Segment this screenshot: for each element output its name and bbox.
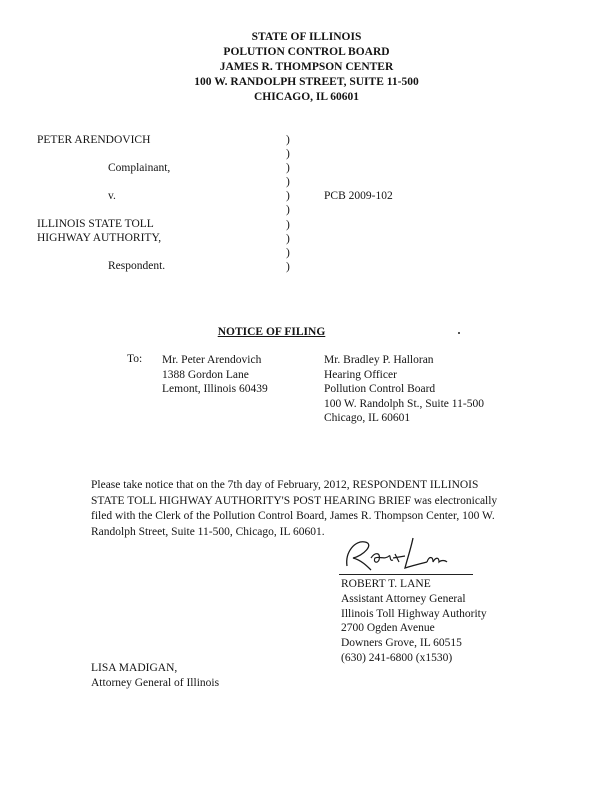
signer-street: 2700 Ogden Avenue	[341, 622, 435, 635]
recipient2-org: Pollution Control Board	[324, 383, 436, 395]
signer-name: ROBERT T. LANE	[341, 578, 431, 590]
body-line: filed with the Clerk of the Pollution Control Board, James R. Thompson Center, 100 W.	[91, 510, 495, 522]
recipient1-city: Lemont, Illinois 60439	[162, 383, 268, 395]
paren: )	[286, 162, 290, 175]
signer-org: Illinois Toll Highway Authority	[341, 607, 487, 620]
paren: )	[286, 232, 290, 245]
body-line: Please take notice that on the 7th day of February, 2012, RESPONDENT ILLINOIS	[91, 479, 479, 491]
case-number: PCB 2009-102	[324, 190, 393, 202]
paren: )	[286, 218, 290, 231]
complainant-name: PETER ARENDOVICH	[37, 134, 151, 146]
complainant-label: Complainant,	[108, 162, 171, 174]
paren: )	[286, 190, 290, 203]
header-city: CHICAGO, IL 60601	[253, 91, 360, 103]
signature-block	[341, 577, 487, 666]
paren: )	[286, 204, 290, 217]
header-state: STATE OF ILLINOIS	[251, 31, 362, 43]
respondent-label: Respondent.	[108, 260, 166, 272]
attorney-general-block	[91, 661, 219, 690]
handwritten-signature	[341, 532, 451, 574]
versus-label: v.	[108, 190, 116, 202]
caption-parentheses	[286, 133, 290, 274]
recipient1-street: 1388 Gordon Lane	[162, 368, 249, 381]
ag-name: LISA MADIGAN,	[91, 662, 178, 674]
document-header	[0, 30, 613, 105]
header-board: POLUTION CONTROL BOARD	[223, 46, 390, 58]
respondent-name-line2: HIGHWAY AUTHORITY,	[37, 232, 162, 244]
recipient2-name: Mr. Bradley P. Halloran	[324, 354, 434, 366]
ag-title: Attorney General of Illinois	[91, 676, 220, 689]
to-label: To:	[127, 353, 143, 365]
paren: )	[286, 176, 290, 189]
paren: )	[286, 260, 290, 273]
notice-title: NOTICE OF FILING	[217, 326, 326, 338]
respondent-name-line1: ILLINOIS STATE TOLL	[37, 218, 154, 230]
recipient2-title: Hearing Officer	[324, 368, 397, 381]
body-line: Randolph Street, Suite 11-500, Chicago, IL 60601.	[91, 525, 325, 538]
paren: )	[286, 134, 290, 146]
signature-line	[339, 574, 473, 575]
recipient-address-1	[162, 353, 268, 397]
body-line: STATE TOLL HIGHWAY AUTHORITY'S POST HEARING BRIEF was electronically	[91, 494, 498, 507]
header-street: 100 W. RANDOLPH STREET, SUITE 11-500	[194, 76, 419, 88]
signer-phone: (630) 241-6800 (x1530)	[341, 651, 453, 664]
recipient2-city: Chicago, IL 60601	[324, 412, 411, 424]
paren: )	[286, 148, 290, 161]
recipient-address-2	[324, 353, 484, 426]
paren: )	[286, 246, 290, 259]
notice-body	[91, 478, 531, 540]
scan-speck	[458, 332, 460, 334]
signer-title: Assistant Attorney General	[341, 592, 466, 605]
header-center: JAMES R. THOMPSON CENTER	[219, 61, 394, 73]
recipient1-name: Mr. Peter Arendovich	[162, 354, 262, 366]
recipient2-street: 100 W. Randolph St., Suite 11-500	[324, 397, 484, 410]
signer-city: Downers Grove, IL 60515	[341, 637, 462, 650]
